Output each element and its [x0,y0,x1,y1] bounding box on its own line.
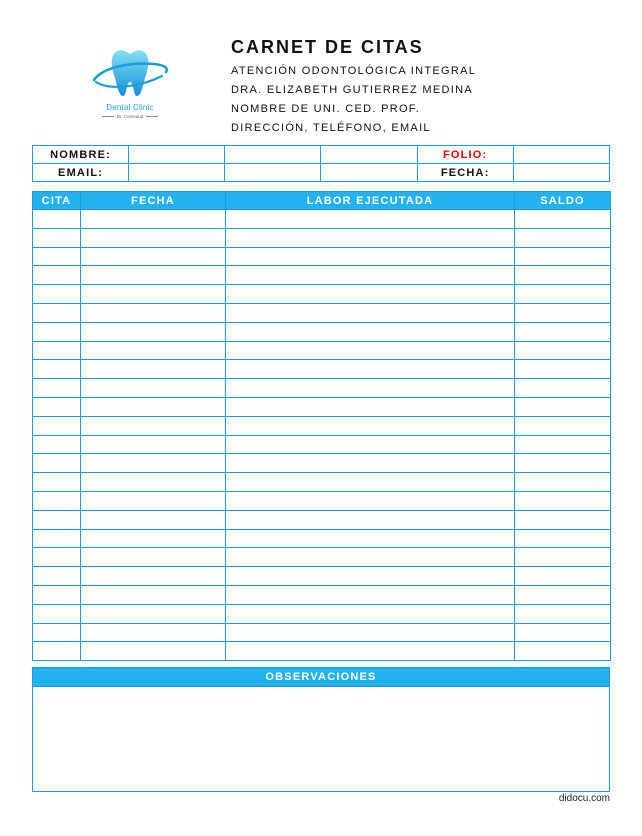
fecha-cell[interactable] [81,491,226,510]
labor-cell[interactable] [226,604,515,623]
cita-cell[interactable] [33,397,81,416]
nombre-label: NOMBRE: [33,146,129,164]
saldo-cell[interactable] [515,360,611,379]
saldo-cell[interactable] [515,623,611,642]
header-line-service: ATENCIÓN ODONTOLÓGICA INTEGRAL [231,65,477,77]
document-title: CARNET DE CITAS [231,37,424,57]
observations-title: OBSERVACIONES [33,668,609,687]
fecha-cell[interactable] [81,210,226,229]
fecha-cell[interactable] [81,510,226,529]
table-row [33,454,611,473]
cita-cell[interactable] [33,322,81,341]
cita-cell[interactable] [33,491,81,510]
appointments-table [32,191,611,661]
labor-cell[interactable] [226,642,515,661]
email-field[interactable] [129,164,225,182]
cita-cell[interactable] [33,285,81,304]
fecha-cell[interactable] [81,322,226,341]
labor-cell[interactable] [226,454,515,473]
email-field[interactable] [225,164,321,182]
table-row [33,548,611,567]
saldo-cell[interactable] [515,416,611,435]
cita-cell[interactable] [33,247,81,266]
column-header-saldo: SALDO [515,192,611,210]
labor-cell[interactable] [226,228,515,247]
saldo-cell[interactable] [515,529,611,548]
cita-cell[interactable] [33,303,81,322]
fecha-cell[interactable] [81,585,226,604]
fecha-cell[interactable] [81,454,226,473]
table-row [33,623,611,642]
labor-cell[interactable] [226,285,515,304]
labor-cell[interactable] [226,397,515,416]
table-row [33,491,611,510]
logo-name: Dental Clinic [106,103,154,112]
saldo-cell[interactable] [515,266,611,285]
labor-cell[interactable] [226,416,515,435]
cita-cell[interactable] [33,567,81,586]
cita-cell[interactable] [33,379,81,398]
labor-cell[interactable] [226,435,515,454]
labor-cell[interactable] [226,548,515,567]
saldo-cell[interactable] [515,285,611,304]
cita-cell[interactable] [33,548,81,567]
fecha-field[interactable] [513,164,609,182]
labor-cell[interactable] [226,266,515,285]
labor-cell[interactable] [226,322,515,341]
saldo-cell[interactable] [515,548,611,567]
nombre-field[interactable] [225,146,321,164]
nombre-field[interactable] [321,146,417,164]
fecha-cell[interactable] [81,623,226,642]
fecha-cell[interactable] [81,604,226,623]
table-row [33,473,611,492]
table-row [33,228,611,247]
cita-cell[interactable] [33,604,81,623]
fecha-cell[interactable] [81,360,226,379]
nombre-field[interactable] [129,146,225,164]
saldo-cell[interactable] [515,585,611,604]
fecha-cell[interactable] [81,548,226,567]
cita-cell[interactable] [33,210,81,229]
header-line-contact: DIRECCIÓN, TELÉFONO, EMAIL [231,122,431,134]
fecha-cell[interactable] [81,435,226,454]
table-row [33,529,611,548]
column-header-labor: LABOR EJECUTADA [226,192,515,210]
fecha-cell[interactable] [81,341,226,360]
labor-cell[interactable] [226,491,515,510]
table-row [33,604,611,623]
table-row [33,416,611,435]
labor-cell[interactable] [226,303,515,322]
table-body [33,210,611,661]
column-header-fecha: FECHA [81,192,226,210]
footer-brand: didocu.com [558,793,610,804]
table-row [33,642,611,661]
clinic-logo [88,46,172,124]
table-row [33,210,611,229]
table-row [33,567,611,586]
header-line-doctor: DRA. ELIZABETH GUTIERREZ MEDINA [231,84,473,96]
labor-cell[interactable] [226,360,515,379]
email-field[interactable] [321,164,417,182]
saldo-cell[interactable] [515,642,611,661]
tooth-icon [88,46,172,104]
saldo-cell[interactable] [515,247,611,266]
table-row [33,247,611,266]
fecha-cell[interactable] [81,397,226,416]
fecha-cell[interactable] [81,529,226,548]
saldo-cell[interactable] [515,397,611,416]
saldo-cell[interactable] [515,322,611,341]
labor-cell[interactable] [226,529,515,548]
fecha-cell[interactable] [81,247,226,266]
observations-field[interactable] [33,687,609,791]
table-row [33,303,611,322]
cita-cell[interactable] [33,473,81,492]
cita-cell[interactable] [33,360,81,379]
patient-info-table [32,145,610,182]
saldo-cell[interactable] [515,303,611,322]
cita-cell[interactable] [33,416,81,435]
saldo-cell[interactable] [515,473,611,492]
saldo-cell[interactable] [515,341,611,360]
email-label: EMAIL: [33,164,129,182]
cita-cell[interactable] [33,454,81,473]
logo-subtitle: Dr. Comeaud [88,114,172,119]
fecha-cell[interactable] [81,473,226,492]
cita-cell[interactable] [33,228,81,247]
fecha-cell[interactable] [81,642,226,661]
saldo-cell[interactable] [515,604,611,623]
fecha-label: FECHA: [417,164,513,182]
table-row [33,341,611,360]
cita-cell[interactable] [33,341,81,360]
fecha-cell[interactable] [81,416,226,435]
fecha-cell[interactable] [81,285,226,304]
table-row [33,585,611,604]
table-row [33,285,611,304]
table-header-row [33,192,611,210]
table-row [33,322,611,341]
fecha-cell[interactable] [81,303,226,322]
table-row [33,510,611,529]
saldo-cell[interactable] [515,454,611,473]
info-row-nombre [33,146,610,164]
cita-cell[interactable] [33,585,81,604]
cita-cell[interactable] [33,435,81,454]
info-row-email [33,164,610,182]
saldo-cell[interactable] [515,491,611,510]
table-row [33,379,611,398]
saldo-cell[interactable] [515,435,611,454]
table-row [33,435,611,454]
labor-cell[interactable] [226,585,515,604]
fecha-cell[interactable] [81,228,226,247]
labor-cell[interactable] [226,379,515,398]
saldo-cell[interactable] [515,228,611,247]
cita-cell[interactable] [33,266,81,285]
fecha-cell[interactable] [81,567,226,586]
saldo-cell[interactable] [515,379,611,398]
table-row [33,397,611,416]
saldo-cell[interactable] [515,567,611,586]
table-row [33,360,611,379]
observations-box [32,667,610,792]
column-header-cita: CITA [33,192,81,210]
header-line-credentials: NOMBRE DE UNI. CED. PROF. [231,103,420,115]
cita-cell[interactable] [33,529,81,548]
folio-label: FOLIO: [417,146,513,164]
labor-cell[interactable] [226,341,515,360]
fecha-cell[interactable] [81,266,226,285]
labor-cell[interactable] [226,623,515,642]
labor-cell[interactable] [226,567,515,586]
labor-cell[interactable] [226,473,515,492]
table-row [33,266,611,285]
folio-field[interactable] [513,146,609,164]
cita-cell[interactable] [33,510,81,529]
cita-cell[interactable] [33,623,81,642]
labor-cell[interactable] [226,210,515,229]
cita-cell[interactable] [33,642,81,661]
saldo-cell[interactable] [515,510,611,529]
saldo-cell[interactable] [515,210,611,229]
labor-cell[interactable] [226,510,515,529]
fecha-cell[interactable] [81,379,226,398]
labor-cell[interactable] [226,247,515,266]
